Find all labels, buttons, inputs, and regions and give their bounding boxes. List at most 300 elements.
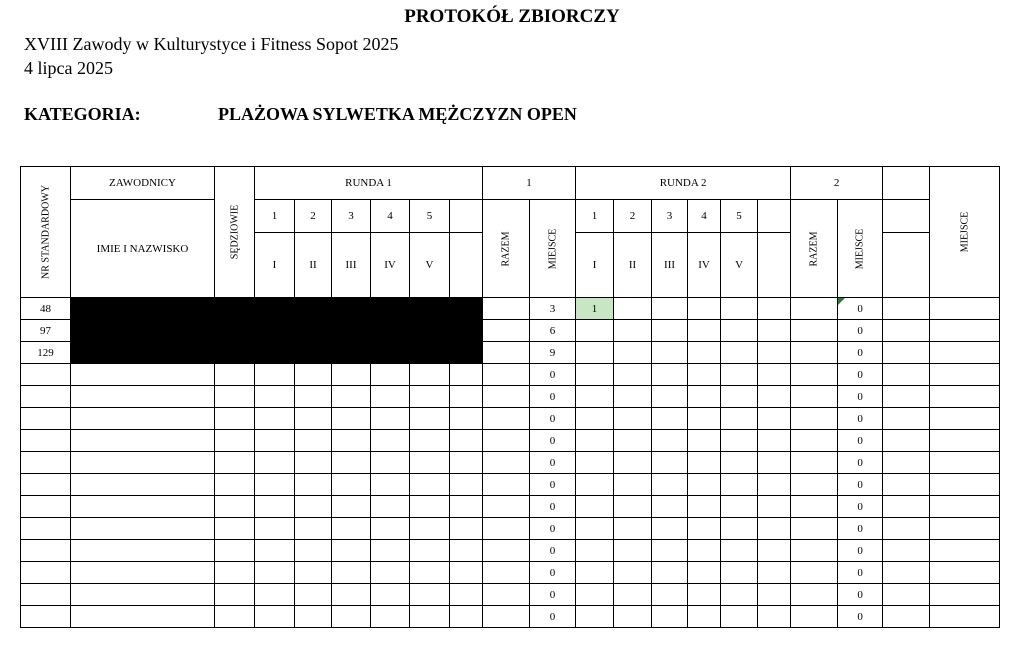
cell-empty (410, 430, 450, 452)
cell-empty (758, 364, 791, 386)
cell-empty (791, 606, 838, 628)
cell-r1-blank (483, 452, 530, 474)
cell-empty (371, 474, 410, 496)
cell-empty (930, 518, 1000, 540)
cell-empty (371, 408, 410, 430)
cell-empty (332, 562, 371, 584)
cell-empty (721, 496, 758, 518)
header-judge-roman: I (576, 233, 614, 298)
cell-empty (614, 386, 652, 408)
cell-empty (255, 518, 295, 540)
cell-empty (71, 584, 215, 606)
cell-empty (450, 562, 483, 584)
header-r2-razem: RAZEM (791, 200, 838, 298)
cell-empty (758, 298, 791, 320)
header-judge-roman: III (652, 233, 688, 298)
cell-empty (215, 386, 255, 408)
cell-empty (614, 540, 652, 562)
cell-empty (371, 386, 410, 408)
cell-empty (295, 562, 332, 584)
cell-empty (652, 452, 688, 474)
cell-empty (332, 584, 371, 606)
cell-empty (930, 430, 1000, 452)
cell-empty (688, 584, 721, 606)
cell-empty (930, 474, 1000, 496)
cell-empty (652, 496, 688, 518)
header-final-miejsce: MIEJSCE (930, 167, 1000, 298)
cell-empty (721, 452, 758, 474)
cell-empty (930, 562, 1000, 584)
event-name: XVIII Zawody w Kulturystyce i Fitness Sopot 2025 (24, 34, 399, 54)
table-row (21, 386, 1000, 408)
cell-empty (295, 584, 332, 606)
cell-empty (410, 364, 450, 386)
cell-empty (758, 606, 791, 628)
header-imie-nazwisko: IMIE I NAZWISKO (71, 200, 215, 298)
cell-r2-miejsce (883, 452, 930, 474)
header-runda-2: RUNDA 2 (576, 167, 791, 200)
cell-empty (791, 562, 838, 584)
cell-empty (791, 496, 838, 518)
cell-empty (791, 540, 838, 562)
cell-r1-blank (483, 342, 530, 364)
cell-nr: 48 (21, 298, 71, 320)
cell-r1-razem: 0 (530, 518, 576, 540)
cell-empty (688, 386, 721, 408)
cell-nr (21, 584, 71, 606)
cell-r1-blank (483, 430, 530, 452)
cell-empty (688, 430, 721, 452)
cell-empty (255, 364, 295, 386)
cell-empty (721, 364, 758, 386)
cell-r2-miejsce (883, 474, 930, 496)
cell-empty (450, 584, 483, 606)
cell-empty (255, 562, 295, 584)
cell-empty (215, 452, 255, 474)
header-judge-roman: II (614, 233, 652, 298)
cell-empty (614, 606, 652, 628)
cell-r1-razem: 0 (530, 606, 576, 628)
cell-empty (721, 320, 758, 342)
cell-empty (791, 518, 838, 540)
cell-empty (71, 364, 215, 386)
cell-r2-razem: 0 (838, 496, 883, 518)
cell-empty (295, 364, 332, 386)
cell-r1-blank (483, 584, 530, 606)
cell-empty (410, 518, 450, 540)
cell-r2-miejsce (883, 540, 930, 562)
cell-empty (295, 408, 332, 430)
cell-empty (791, 408, 838, 430)
cell-empty (688, 562, 721, 584)
cell-r1-miejsce (576, 320, 614, 342)
cell-empty (450, 518, 483, 540)
cell-r1-blank (483, 386, 530, 408)
cell-r1-blank (483, 606, 530, 628)
cell-empty (930, 584, 1000, 606)
cell-nr (21, 540, 71, 562)
header-judge-num: 3 (332, 200, 371, 233)
cell-nr (21, 364, 71, 386)
cell-empty (688, 496, 721, 518)
cell-empty (71, 540, 215, 562)
header-runda-1-total: 1 (483, 167, 576, 200)
header-judge-roman: II (295, 233, 332, 298)
cell-empty (758, 320, 791, 342)
cell-empty (332, 474, 371, 496)
cell-empty (410, 540, 450, 562)
cell-r2-razem: 0 (838, 386, 883, 408)
cell-nr (21, 452, 71, 474)
cell-empty (371, 584, 410, 606)
cell-empty (295, 386, 332, 408)
cell-r1-razem: 0 (530, 496, 576, 518)
cell-r1-blank (483, 518, 530, 540)
cell-empty (332, 496, 371, 518)
cell-r1-razem: 9 (530, 342, 576, 364)
header-judge-num: 1 (255, 200, 295, 233)
cell-r2-razem: 0 (838, 606, 883, 628)
cell-r1-razem: 3 (530, 298, 576, 320)
header-judge-num: 1 (576, 200, 614, 233)
cell-empty (215, 474, 255, 496)
cell-empty (71, 518, 215, 540)
cell-empty (371, 364, 410, 386)
cell-r2-razem: 0 (838, 584, 883, 606)
cell-empty (758, 408, 791, 430)
cell-empty (71, 452, 215, 474)
cell-empty (295, 540, 332, 562)
category-value: PLAŻOWA SYLWETKA MĘŻCZYZN OPEN (218, 104, 577, 124)
header-judge-roman: III (332, 233, 371, 298)
cell-empty (215, 408, 255, 430)
cell-empty (71, 562, 215, 584)
cell-r2-miejsce (883, 298, 930, 320)
cell-empty (688, 606, 721, 628)
cell-empty (215, 540, 255, 562)
header-blank (758, 200, 791, 233)
cell-empty (295, 496, 332, 518)
cell-empty (721, 342, 758, 364)
cell-empty (410, 496, 450, 518)
cell-empty (255, 474, 295, 496)
cell-empty (721, 584, 758, 606)
table-row (21, 584, 1000, 606)
cell-empty (721, 606, 758, 628)
cell-empty (295, 430, 332, 452)
cell-empty (652, 584, 688, 606)
cell-empty (332, 606, 371, 628)
table-row (21, 408, 1000, 430)
header-blank (883, 200, 930, 233)
cell-r1-razem: 0 (530, 540, 576, 562)
header-blank (883, 167, 930, 200)
cell-empty (450, 430, 483, 452)
cell-r1-miejsce (576, 562, 614, 584)
cell-empty (652, 540, 688, 562)
cell-r2-razem: 0 (838, 540, 883, 562)
cell-empty (71, 474, 215, 496)
cell-empty (215, 364, 255, 386)
cell-empty (688, 452, 721, 474)
cell-empty (255, 386, 295, 408)
cell-empty (791, 452, 838, 474)
cell-r1-blank (483, 562, 530, 584)
cell-empty (295, 474, 332, 496)
cell-empty (410, 386, 450, 408)
cell-r2-miejsce (883, 408, 930, 430)
header-nr-standardowy: NR STANDARDOWY (21, 167, 71, 298)
cell-r1-razem: 0 (530, 386, 576, 408)
cell-r1-blank (483, 364, 530, 386)
cell-r2-miejsce (883, 606, 930, 628)
cell-empty (721, 562, 758, 584)
cell-empty (652, 606, 688, 628)
cell-empty (930, 320, 1000, 342)
table-row (21, 562, 1000, 584)
cell-nr: 129 (21, 342, 71, 364)
cell-r1-razem: 0 (530, 474, 576, 496)
cell-empty (71, 430, 215, 452)
cell-r1-miejsce (576, 496, 614, 518)
cell-empty (688, 364, 721, 386)
cell-empty (614, 584, 652, 606)
cell-nr (21, 474, 71, 496)
cell-empty (688, 408, 721, 430)
cell-empty (930, 342, 1000, 364)
cell-r1-blank (483, 474, 530, 496)
cell-empty (410, 474, 450, 496)
cell-r1-miejsce (576, 364, 614, 386)
cell-empty (410, 606, 450, 628)
cell-nr (21, 386, 71, 408)
cell-empty (652, 408, 688, 430)
cell-empty (71, 496, 215, 518)
cell-empty (371, 562, 410, 584)
cell-empty (450, 364, 483, 386)
cell-empty (791, 364, 838, 386)
category-label: KATEGORIA: (24, 104, 141, 124)
table-row (21, 606, 1000, 628)
cell-r1-razem: 0 (530, 364, 576, 386)
cell-empty (450, 408, 483, 430)
cell-nr (21, 562, 71, 584)
cell-r2-razem: 0 (838, 430, 883, 452)
cell-r1-miejsce (576, 584, 614, 606)
cell-empty (332, 386, 371, 408)
header-blank (758, 233, 791, 298)
cell-empty (652, 518, 688, 540)
cell-empty (614, 408, 652, 430)
cell-empty (721, 430, 758, 452)
cell-empty (688, 298, 721, 320)
cell-r1-razem: 0 (530, 562, 576, 584)
cell-r1-miejsce (576, 540, 614, 562)
cell-r2-razem: 0 (838, 474, 883, 496)
cell-empty (295, 452, 332, 474)
cell-empty (332, 364, 371, 386)
cell-empty (652, 386, 688, 408)
redacted-cell (71, 298, 483, 320)
cell-r1-miejsce: 1 (576, 298, 614, 320)
table-row (21, 320, 1000, 342)
cell-empty (614, 474, 652, 496)
cell-empty (930, 540, 1000, 562)
header-judge-roman: V (721, 233, 758, 298)
cell-empty (215, 584, 255, 606)
cell-r2-razem: 0 (838, 298, 883, 320)
cell-empty (721, 540, 758, 562)
cell-empty (930, 364, 1000, 386)
cell-empty (215, 430, 255, 452)
header-runda-1: RUNDA 1 (255, 167, 483, 200)
table-row (21, 342, 1000, 364)
cell-empty (450, 452, 483, 474)
header-judge-num: 2 (295, 200, 332, 233)
cell-empty (255, 430, 295, 452)
cell-empty (450, 386, 483, 408)
header-blank (883, 233, 930, 298)
cell-empty (652, 298, 688, 320)
cell-r2-miejsce (883, 386, 930, 408)
cell-empty (791, 474, 838, 496)
cell-empty (255, 452, 295, 474)
cell-empty (371, 540, 410, 562)
header-judge-roman: V (410, 233, 450, 298)
cell-empty (721, 386, 758, 408)
cell-empty (652, 364, 688, 386)
cell-empty (758, 452, 791, 474)
header-judge-num: 2 (614, 200, 652, 233)
cell-empty (614, 518, 652, 540)
cell-empty (255, 584, 295, 606)
cell-r2-miejsce (883, 518, 930, 540)
cell-empty (930, 408, 1000, 430)
cell-r2-razem: 0 (838, 320, 883, 342)
header-judge-num: 4 (371, 200, 410, 233)
cell-r1-razem: 0 (530, 452, 576, 474)
cell-empty (652, 562, 688, 584)
header-judge-roman: IV (688, 233, 721, 298)
cell-empty (255, 540, 295, 562)
cell-r1-razem: 6 (530, 320, 576, 342)
cell-empty (450, 606, 483, 628)
cell-r2-miejsce (883, 364, 930, 386)
cell-empty (688, 474, 721, 496)
cell-empty (410, 408, 450, 430)
cell-empty (791, 320, 838, 342)
table-row (21, 430, 1000, 452)
cell-r1-miejsce (576, 474, 614, 496)
cell-r2-miejsce (883, 496, 930, 518)
cell-empty (255, 408, 295, 430)
cell-empty (371, 452, 410, 474)
cell-empty (215, 518, 255, 540)
cell-r2-miejsce (883, 584, 930, 606)
cell-empty (652, 430, 688, 452)
header-judge-num: 5 (410, 200, 450, 233)
header-judge-num: 4 (688, 200, 721, 233)
cell-empty (450, 540, 483, 562)
protocol-rows (21, 298, 1000, 628)
cell-r1-razem: 0 (530, 430, 576, 452)
table-row (21, 298, 1000, 320)
cell-empty (688, 342, 721, 364)
event-date: 4 lipca 2025 (24, 58, 113, 78)
cell-r1-miejsce (576, 452, 614, 474)
cell-empty (255, 496, 295, 518)
cell-empty (450, 496, 483, 518)
cell-empty (410, 452, 450, 474)
redacted-cell (71, 320, 483, 342)
cell-empty (930, 606, 1000, 628)
cell-r2-razem: 0 (838, 562, 883, 584)
cell-empty (758, 342, 791, 364)
cell-empty (791, 584, 838, 606)
cell-r2-miejsce (883, 430, 930, 452)
cell-empty (930, 452, 1000, 474)
header-blank (450, 200, 483, 233)
header-judge-roman: I (255, 233, 295, 298)
cell-empty (614, 496, 652, 518)
cell-empty (758, 386, 791, 408)
header-judge-num: 3 (652, 200, 688, 233)
table-row (21, 452, 1000, 474)
cell-r1-miejsce (576, 518, 614, 540)
cell-empty (758, 584, 791, 606)
cell-empty (721, 518, 758, 540)
cell-empty (652, 474, 688, 496)
cell-empty (791, 298, 838, 320)
cell-nr (21, 518, 71, 540)
cell-empty (255, 606, 295, 628)
cell-empty (215, 606, 255, 628)
cell-r2-razem: 0 (838, 452, 883, 474)
cell-empty (791, 430, 838, 452)
cell-r1-blank (483, 320, 530, 342)
table-row (21, 364, 1000, 386)
cell-r1-miejsce (576, 386, 614, 408)
cell-empty (332, 540, 371, 562)
cell-r1-razem: 0 (530, 584, 576, 606)
cell-empty (71, 408, 215, 430)
cell-r2-miejsce (883, 562, 930, 584)
header-zawodnicy: ZAWODNICY (71, 167, 215, 200)
cell-nr: 97 (21, 320, 71, 342)
cell-empty (295, 518, 332, 540)
cell-empty (758, 518, 791, 540)
cell-empty (791, 342, 838, 364)
cell-empty (371, 430, 410, 452)
cell-r1-blank (483, 298, 530, 320)
cell-empty (295, 606, 332, 628)
protocol-table (20, 166, 1000, 628)
cell-empty (215, 496, 255, 518)
cell-r1-miejsce (576, 606, 614, 628)
cell-empty (758, 496, 791, 518)
cell-r2-miejsce (883, 342, 930, 364)
cell-r2-razem: 0 (838, 518, 883, 540)
cell-empty (332, 452, 371, 474)
document-title: PROTOKÓŁ ZBIORCZY (404, 6, 620, 27)
cell-empty (410, 584, 450, 606)
header-r2-miejsce: MIEJSCE (838, 200, 883, 298)
cell-empty (930, 496, 1000, 518)
table-row (21, 518, 1000, 540)
cell-empty (450, 474, 483, 496)
cell-empty (791, 386, 838, 408)
cell-empty (930, 386, 1000, 408)
